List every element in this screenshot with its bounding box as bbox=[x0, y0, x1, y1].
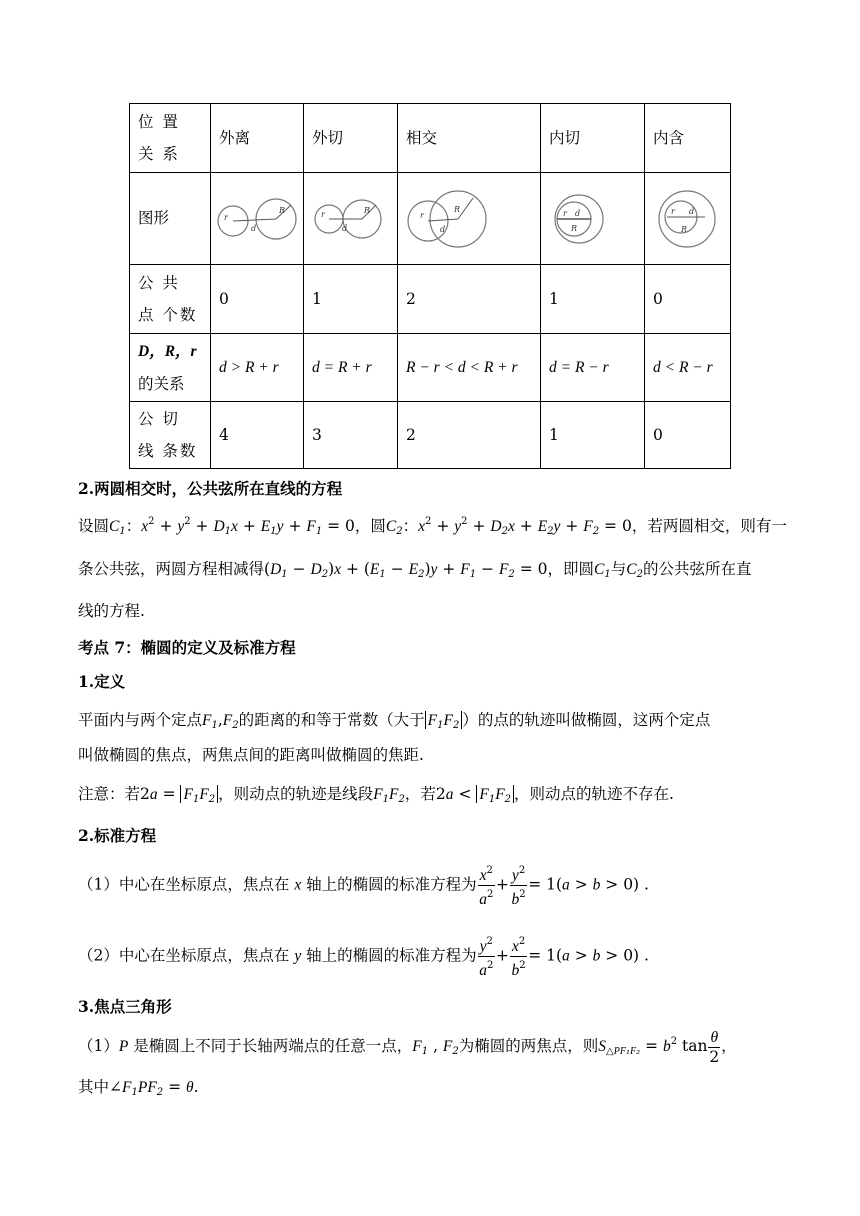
table-cell bbox=[398, 173, 541, 265]
svg-text:R: R bbox=[279, 205, 286, 215]
table-cell: 外切 bbox=[304, 104, 398, 173]
table-cell: 2 bbox=[398, 265, 541, 334]
table-cell bbox=[541, 173, 645, 265]
table-row bbox=[130, 402, 731, 469]
table-cell: 1 bbox=[304, 265, 398, 334]
row-header: 位 置 关 系 bbox=[130, 104, 211, 173]
svg-text:r: r bbox=[671, 206, 675, 216]
internal-tangent-figure bbox=[541, 189, 645, 249]
table-cell: 外离 bbox=[211, 104, 304, 173]
row-header: 公 共 点 个数 bbox=[130, 265, 211, 334]
table-cell: d = R − r bbox=[541, 334, 645, 402]
subsection-heading: 3.焦点三角形 bbox=[78, 997, 172, 1016]
table-cell: 相交 bbox=[398, 104, 541, 173]
formula-line: （1）中心在坐标原点，焦点在 x 轴上的椭圆的标准方程为 $\frac{x^2}{a^2}$ + $\frac{y^2}{b^2}$ = 1(a > b > 0) . bbox=[78, 862, 649, 909]
paragraph-line: 平面内与两个定点$F_1,F_2$的距离的和等于常数（大于 $F_1F_2$ ）的点的轨迹叫做椭圆，这两个定点 bbox=[78, 711, 711, 731]
table-cell: 1 bbox=[541, 265, 645, 334]
table-cell: 2 bbox=[398, 402, 541, 469]
contained-circles-figure bbox=[645, 186, 731, 252]
subsection-heading: 1.定义 bbox=[78, 672, 126, 691]
table-cell bbox=[304, 173, 398, 265]
section-heading: 2.两圆相交时，公共弦所在直线的方程 bbox=[78, 479, 343, 498]
paragraph-line: 叫做椭圆的焦点，两焦点间的距离叫做椭圆的焦距. bbox=[78, 746, 424, 764]
topic-heading: 考点 7：椭圆的定义及标准方程 bbox=[78, 638, 296, 657]
svg-text:R: R bbox=[571, 223, 578, 233]
table-cell: 0 bbox=[645, 402, 731, 469]
intersecting-circles-figure bbox=[398, 184, 541, 254]
svg-text:R: R bbox=[364, 205, 371, 215]
row-header bbox=[130, 334, 211, 402]
table-row bbox=[130, 334, 731, 402]
svg-text:d: d bbox=[342, 223, 348, 233]
table-cell bbox=[211, 173, 304, 265]
table-cell: d = R + r bbox=[304, 334, 398, 402]
circle-relation-table bbox=[129, 103, 731, 469]
paragraph-line: 设圆$C_1$：$x^2 + y^2 + D_1x + E_1y + F_1 = 0$，圆$C_2$：$x^2 + y^2 + D_2x + E_2y + F_2 = 0$，若两圆相交，则有一 bbox=[78, 516, 787, 537]
table-cell: 0 bbox=[211, 265, 304, 334]
external-tangent-figure bbox=[304, 189, 397, 249]
svg-text:d: d bbox=[575, 208, 581, 218]
table-cell bbox=[645, 173, 731, 265]
formula-line: （2）中心在坐标原点，焦点在 y 轴上的椭圆的标准方程为 $\frac{y^2}{a^2}$ + $\frac{x^2}{b^2}$ = 1(a > b > 0) . bbox=[78, 933, 649, 980]
svg-text:r: r bbox=[224, 212, 228, 222]
paragraph-line: 其中$\angle F_1PF_2 = \theta$. bbox=[78, 1078, 199, 1098]
svg-text:r: r bbox=[420, 210, 424, 220]
relation-label: 的关系 bbox=[138, 375, 185, 393]
table-cell: d < R − r bbox=[645, 334, 731, 402]
paragraph-line: 线的方程. bbox=[78, 602, 145, 620]
external-circles-figure bbox=[211, 189, 303, 249]
table-row bbox=[130, 265, 731, 334]
svg-text:d: d bbox=[251, 223, 257, 233]
table-row bbox=[130, 173, 731, 265]
subsection-heading: 2.标准方程 bbox=[78, 826, 157, 845]
relation-vars: D，R，r bbox=[138, 343, 197, 360]
svg-text:r: r bbox=[321, 209, 325, 219]
table-cell: 0 bbox=[645, 265, 731, 334]
svg-text:d: d bbox=[440, 224, 446, 234]
table-cell: d > R + r bbox=[211, 334, 304, 402]
svg-text:R: R bbox=[681, 224, 688, 234]
formula-line: （1）P 是椭圆上不同于长轴两端点的任意一点，$F_1$ , $F_2$为椭圆的两焦点，则$S_{\triangle PF_1F_2} = b^2$ tan $\frac{\theta}{2}$ ， bbox=[78, 1029, 737, 1066]
svg-text:r: r bbox=[563, 208, 567, 218]
table-cell: 4 bbox=[211, 402, 304, 469]
note-line: 注意：若$2a = F_1F_2$ ，则动点的轨迹是线段$F_1F_2$，若$2a < F_1F_2$ ，则动点的轨迹不存在. bbox=[78, 785, 674, 805]
svg-text:R: R bbox=[454, 204, 461, 214]
table-cell: 内切 bbox=[541, 104, 645, 173]
table-row bbox=[130, 104, 731, 173]
paragraph-line: 条公共弦，两圆方程相减得$(D_1 - D_2)x + (E_1 - E_2)y + F_1 - F_2 = 0$，即圆$C_1$与$C_2$的公共弦所在直 bbox=[78, 560, 752, 580]
svg-text:d: d bbox=[689, 206, 695, 216]
table-cell: 1 bbox=[541, 402, 645, 469]
table-cell: 内含 bbox=[645, 104, 731, 173]
row-header: 公 切 线 条数 bbox=[130, 402, 211, 469]
table-cell: R − r < d < R + r bbox=[398, 334, 541, 402]
table-cell: 3 bbox=[304, 402, 398, 469]
row-header: 图形 bbox=[130, 173, 211, 265]
